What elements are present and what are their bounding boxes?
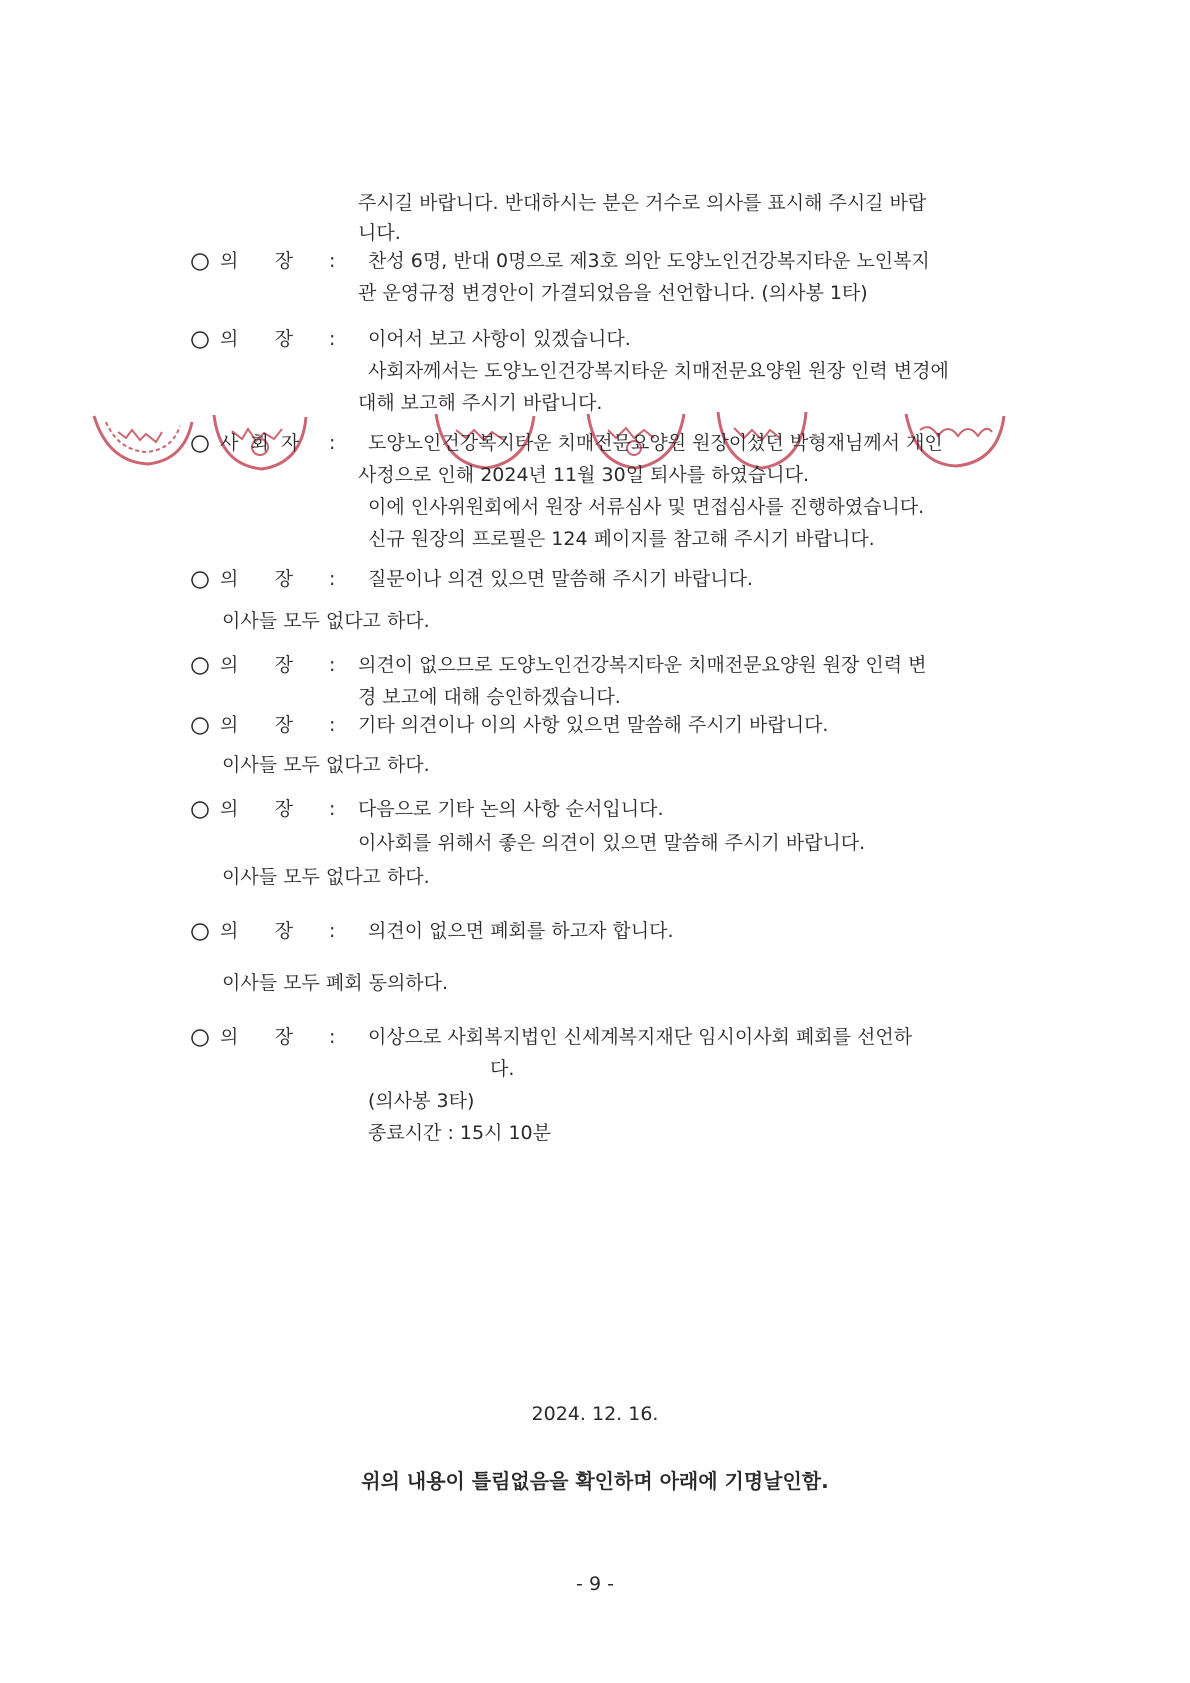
- role-colon: :: [329, 250, 336, 272]
- narration-1: 이사들 모두 없다고 하다.: [222, 610, 430, 632]
- entry-9-line-4: 종료시간 : 15시 10분: [368, 1122, 551, 1144]
- circle-bullet-icon: [190, 330, 210, 350]
- entry-3-line-4: 신규 원장의 프로필은 124 페이지를 참고해 주시기 바랍니다.: [368, 528, 875, 550]
- entry-2-line-3: 대해 보고해 주시기 바랍니다.: [358, 392, 603, 414]
- entry-2-line-2: 사회자께서는 도양노인건강복지타운 치매전문요양원 원장 인력 변경에: [368, 360, 949, 382]
- circle-bullet-icon: [190, 922, 210, 942]
- entry-9-line-1: 이상으로 사회복지법인 신세계복지재단 임시이사회 폐회를 선언하: [368, 1026, 913, 1048]
- entry-2-line-1: 이어서 보고 사항이 있겠습니다.: [368, 328, 631, 350]
- speaker-role-chair: 의 장: [220, 920, 293, 942]
- entry-5-line-2: 경 보고에 대해 승인하겠습니다.: [358, 686, 621, 708]
- continuation-line-1: 주시길 바랍니다. 반대하시는 분은 거수로 의사를 표시해 주시길 바랍: [358, 192, 927, 214]
- circle-bullet-icon: [190, 656, 210, 676]
- entry-5-line-1: 의견이 없으므로 도양노인건강복지타운 치매전문요양원 원장 인력 변: [358, 654, 927, 676]
- circle-bullet-icon: [190, 800, 210, 820]
- narration-4: 이사들 모두 폐회 동의하다.: [222, 972, 449, 994]
- continuation-line-2: 니다.: [358, 222, 401, 244]
- role-colon: :: [329, 1026, 336, 1048]
- role-colon: :: [329, 328, 336, 350]
- confirmation-statement: 위의 내용이 틀림없음을 확인하며 아래에 기명날인함.: [361, 1469, 829, 1493]
- entry-9-line-3: (의사봉 3타): [368, 1090, 475, 1112]
- entry-7-line-1: 다음으로 기타 논의 사항 순서입니다.: [358, 798, 664, 820]
- role-colon: :: [329, 920, 336, 942]
- speaker-role-host: 사 회 자: [220, 432, 300, 454]
- entry-9-line-2: 다.: [490, 1058, 515, 1080]
- entry-8-line-1: 의견이 없으면 폐회를 하고자 합니다.: [368, 920, 674, 942]
- role-colon: :: [329, 568, 336, 590]
- entry-4-line-1: 질문이나 의견 있으면 말씀해 주시기 바랍니다.: [368, 568, 753, 590]
- role-colon: :: [329, 654, 336, 676]
- role-colon: :: [329, 798, 336, 820]
- role-colon: :: [329, 714, 336, 736]
- circle-bullet-icon: [190, 252, 210, 272]
- circle-bullet-icon: [190, 570, 210, 590]
- seal-stamp-1: [88, 392, 198, 472]
- speaker-role-chair: 의 장: [220, 328, 293, 350]
- narration-3: 이사들 모두 없다고 하다.: [222, 866, 430, 888]
- entry-7-line-2: 이사회를 위해서 좋은 의견이 있으면 말씀해 주시기 바랍니다.: [358, 832, 866, 854]
- circle-bullet-icon: [190, 1028, 210, 1048]
- document-date: 2024. 12. 16.: [531, 1403, 659, 1425]
- entry-3-line-3: 이에 인사위원회에서 원장 서류심사 및 면접심사를 진행하였습니다.: [368, 496, 925, 518]
- speaker-role-chair: 의 장: [220, 798, 293, 820]
- page-number: - 9 -: [576, 1573, 614, 1595]
- narration-2: 이사들 모두 없다고 하다.: [222, 754, 430, 776]
- speaker-role-chair: 의 장: [220, 568, 293, 590]
- entry-1-line-2: 관 운영규정 변경안이 가결되었음을 선언합니다. (의사봉 1타): [358, 282, 868, 304]
- speaker-role-chair: 의 장: [220, 1026, 293, 1048]
- circle-bullet-icon: [190, 434, 210, 454]
- circle-bullet-icon: [190, 716, 210, 736]
- entry-1-line-1: 찬성 6명, 반대 0명으로 제3호 의안 도양노인건강복지타운 노인복지: [368, 250, 930, 272]
- speaker-role-chair: 의 장: [220, 654, 293, 676]
- entry-6-line-1: 기타 의견이나 이의 사항 있으면 말씀해 주시기 바랍니다.: [358, 714, 829, 736]
- entry-3-line-1: 도양노인건강복지타운 치매전문요양원 원장이셨던 박형재님께서 개인: [368, 432, 943, 454]
- entry-3-line-2: 사정으로 인해 2024년 11월 30일 퇴사를 하였습니다.: [358, 464, 810, 486]
- speaker-role-chair: 의 장: [220, 714, 293, 736]
- speaker-role-chair: 의 장: [220, 250, 293, 272]
- role-colon: :: [329, 432, 336, 454]
